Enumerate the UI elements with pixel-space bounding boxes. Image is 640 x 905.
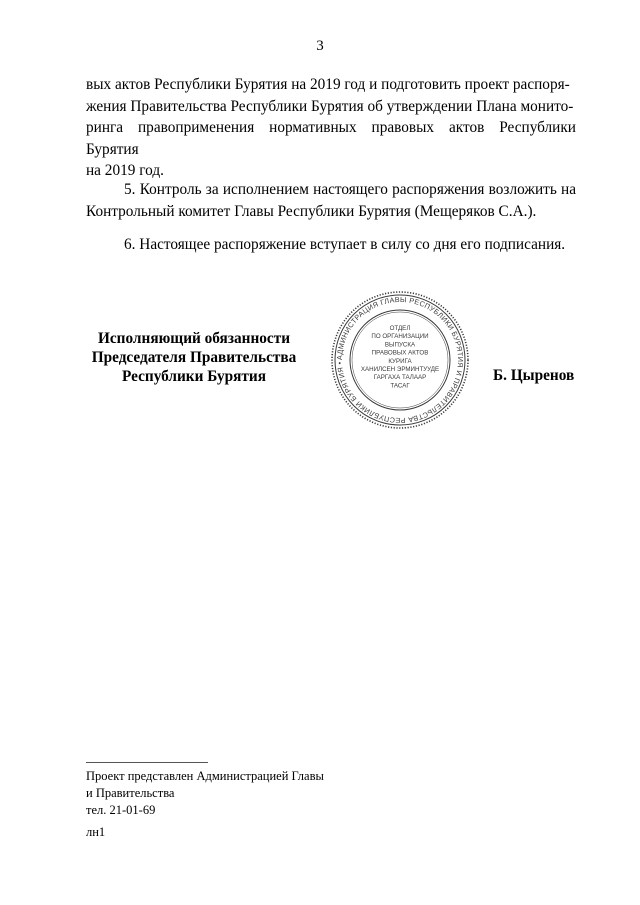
footnote-line: Проект представлен Администрацией Главы	[86, 769, 324, 783]
page-number: 3	[316, 38, 324, 54]
text-line: жения Правительства Республики Бурятия об утверждении Плана монито-	[86, 97, 574, 115]
paragraph-continuation	[86, 74, 576, 182]
footnote-divider	[86, 762, 208, 763]
seal-inner-line: КУРИГА	[388, 357, 412, 365]
seal-ring-text: АДМИНИСТРАЦИЯ ГЛАВЫ РЕСПУБЛИКИ БУРЯТИЯ И ПРАВИТЕЛЬСТВА РЕСПУБЛИКИ БУРЯТИЯ •	[334, 294, 466, 426]
signer-name: Б. Цыренов	[493, 367, 575, 384]
signer-title-line: Исполняющий обязанности	[97, 330, 291, 347]
signer-title	[82, 329, 306, 386]
footnote-line: и Правительства	[86, 786, 175, 800]
signer-title-line: Республики Бурятия	[121, 368, 267, 385]
seal-inner-line: ОТДЕЛ	[389, 325, 411, 332]
seal-graphic	[330, 290, 470, 430]
official-seal	[330, 290, 470, 430]
signer-title-line: Председателя Правительства	[91, 349, 297, 366]
text-line: на 2019 год.	[86, 162, 164, 179]
text-line: Контрольный комитет Главы Республики Бурятия (Мещеряков С.А.).	[86, 202, 537, 220]
text-line: 5. Контроль за исполнением настоящего распоряжения возложить на	[124, 181, 576, 198]
document-code: лн1	[86, 825, 106, 839]
seal-inner-line: ТАСАГ	[390, 382, 410, 390]
seal-inner-line: ПРАВОВЫХ АКТОВ	[371, 349, 429, 357]
seal-inner-line: ХАНИЛСЕН ЭРМИНТУУДЕ	[360, 366, 440, 373]
seal-inner-line: ГАРГАХА ТАЛААР	[373, 374, 427, 382]
seal-inner-line: ВЫПУСКА	[384, 341, 416, 349]
seal-inner-line: ПО ОРГАНИЗАЦИИ	[371, 333, 429, 341]
paragraph-item-5	[86, 179, 576, 222]
footnote	[86, 768, 324, 819]
text-line: ринга правоприменения нормативных правовых актов Республики Бурятия	[86, 119, 576, 158]
paragraph-item-6: 6. Настоящее распоряжение вступает в силу со дня его подписания.	[124, 236, 566, 253]
text-line: вых актов Республики Бурятия на 2019 год и подготовить проект распоря-	[86, 76, 570, 93]
footnote-line: тел. 21-01-69	[86, 803, 156, 817]
